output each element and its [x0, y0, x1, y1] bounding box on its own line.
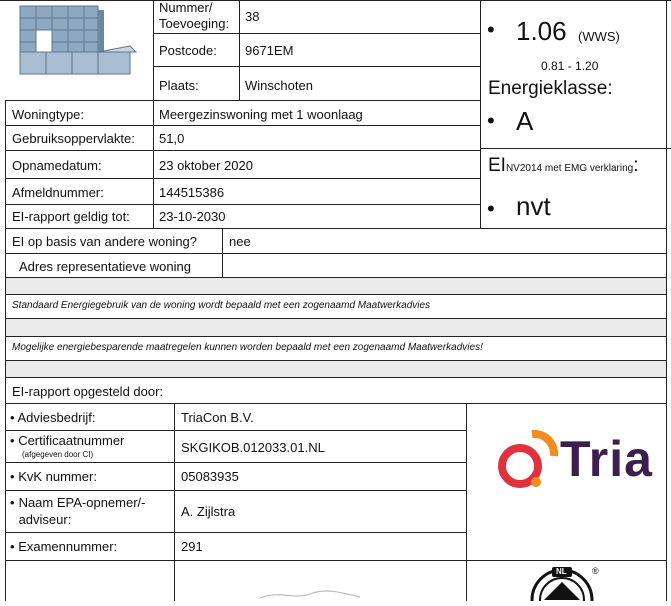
ei-unit: (WWS)	[578, 29, 620, 44]
plaats-value: Winschoten	[245, 78, 313, 93]
energieklasse-label: Energieklasse:	[488, 78, 613, 99]
geldig-tot-label: EI-rapport geldig tot:	[12, 209, 130, 224]
bullet: •	[10, 495, 15, 510]
examennummer-label-text: Examennummer:	[18, 539, 118, 554]
ei-nv2014-sub: NV2014 met EMG verklaring	[505, 163, 634, 174]
ei-nv2014-colon: :	[633, 155, 639, 176]
ei-nv2014-value: nvt	[516, 191, 551, 221]
seal-nl-text: NL	[556, 567, 567, 576]
signature-mark	[250, 588, 370, 601]
adviesbedrijf-label	[10, 410, 96, 425]
woningtype-label: Woningtype:	[12, 107, 85, 122]
oppervlakte-value: 51,0	[159, 131, 185, 146]
nummer-value: 38	[245, 9, 260, 24]
triacon-logo-text: Tria	[560, 431, 653, 487]
kvk-value: 05083935	[181, 469, 239, 484]
ei-bullet: •	[487, 17, 495, 42]
triacon-logo	[496, 426, 666, 498]
certificaatnummer-label-text: Certificaatnummer	[18, 433, 125, 448]
epa-seal	[522, 562, 606, 601]
geldig-tot-value: 23-10-2030	[159, 209, 226, 224]
kvk-label-text: KvK nummer:	[18, 469, 97, 484]
seal-registered-mark: ®	[592, 566, 599, 576]
certificaatnummer-sub: (afgegeven door CI)	[22, 450, 94, 459]
naam-epa-value: A. Zijlstra	[181, 504, 236, 519]
plaats-label: Plaats:	[159, 78, 199, 93]
rapport-heading: EI-rapport opgesteld door:	[12, 384, 164, 399]
bullet: •	[10, 469, 15, 484]
note-besparende-maatregelen: Mogelijke energiebesparende maatregelen kunnen worden bepaald met een zogenaamd Maatwerkadvies!	[12, 342, 483, 353]
ei-nv2014-main: EI	[488, 155, 506, 176]
certificaatnummer-label	[10, 433, 124, 448]
bullet: •	[10, 433, 15, 448]
naam-epa-label-text: Naam EPA-opnemer/-adviseur:	[18, 495, 146, 527]
naam-epa-label	[10, 494, 170, 528]
afmeldnummer-value: 144515386	[159, 185, 225, 200]
postcode-value: 9671EM	[245, 43, 294, 58]
bullet: •	[10, 410, 15, 425]
andere-woning-value: nee	[229, 234, 251, 249]
adviesbedrijf-label-text: Adviesbedrijf:	[17, 410, 96, 425]
examennummer-value: 291	[181, 539, 203, 554]
klasse-bullet: •	[487, 108, 495, 133]
oppervlakte-label: Gebruiksoppervlakte:	[12, 131, 135, 146]
postcode-label: Postcode:	[159, 43, 217, 58]
kvk-label	[10, 469, 97, 484]
ei-nv2014-label	[488, 155, 639, 177]
energieklasse-value: A	[516, 106, 534, 136]
opnamedatum-value: 23 oktober 2020	[159, 158, 253, 173]
bullet: •	[10, 539, 15, 554]
certificaatnummer-value: SKGIKOB.012033.01.NL	[181, 440, 325, 455]
building-illustration	[16, 4, 141, 76]
adres-representatieve-label: Adres representatieve woning	[19, 259, 191, 274]
examennummer-label	[10, 539, 117, 554]
woningtype-value: Meergezinswoning met 1 woonlaag	[159, 107, 363, 122]
andere-woning-label: EI op basis van andere woning?	[12, 234, 198, 249]
note-standaard-energiegebruik: Standaard Energiegebruik van de woning wordt bepaald met een zogenaamd Maatwerkadvies	[12, 300, 431, 311]
adviesbedrijf-value: TriaCon B.V.	[181, 410, 254, 425]
opnamedatum-label: Opnamedatum:	[12, 158, 102, 173]
afmeldnummer-label: Afmeldnummer:	[12, 185, 104, 200]
nummer-label: Nummer/ Toevoeging:	[159, 0, 230, 31]
nvt-bullet: •	[487, 196, 495, 221]
ei-range: 0.81 - 1.20	[541, 59, 599, 73]
ei-value: 1.06	[516, 16, 567, 46]
